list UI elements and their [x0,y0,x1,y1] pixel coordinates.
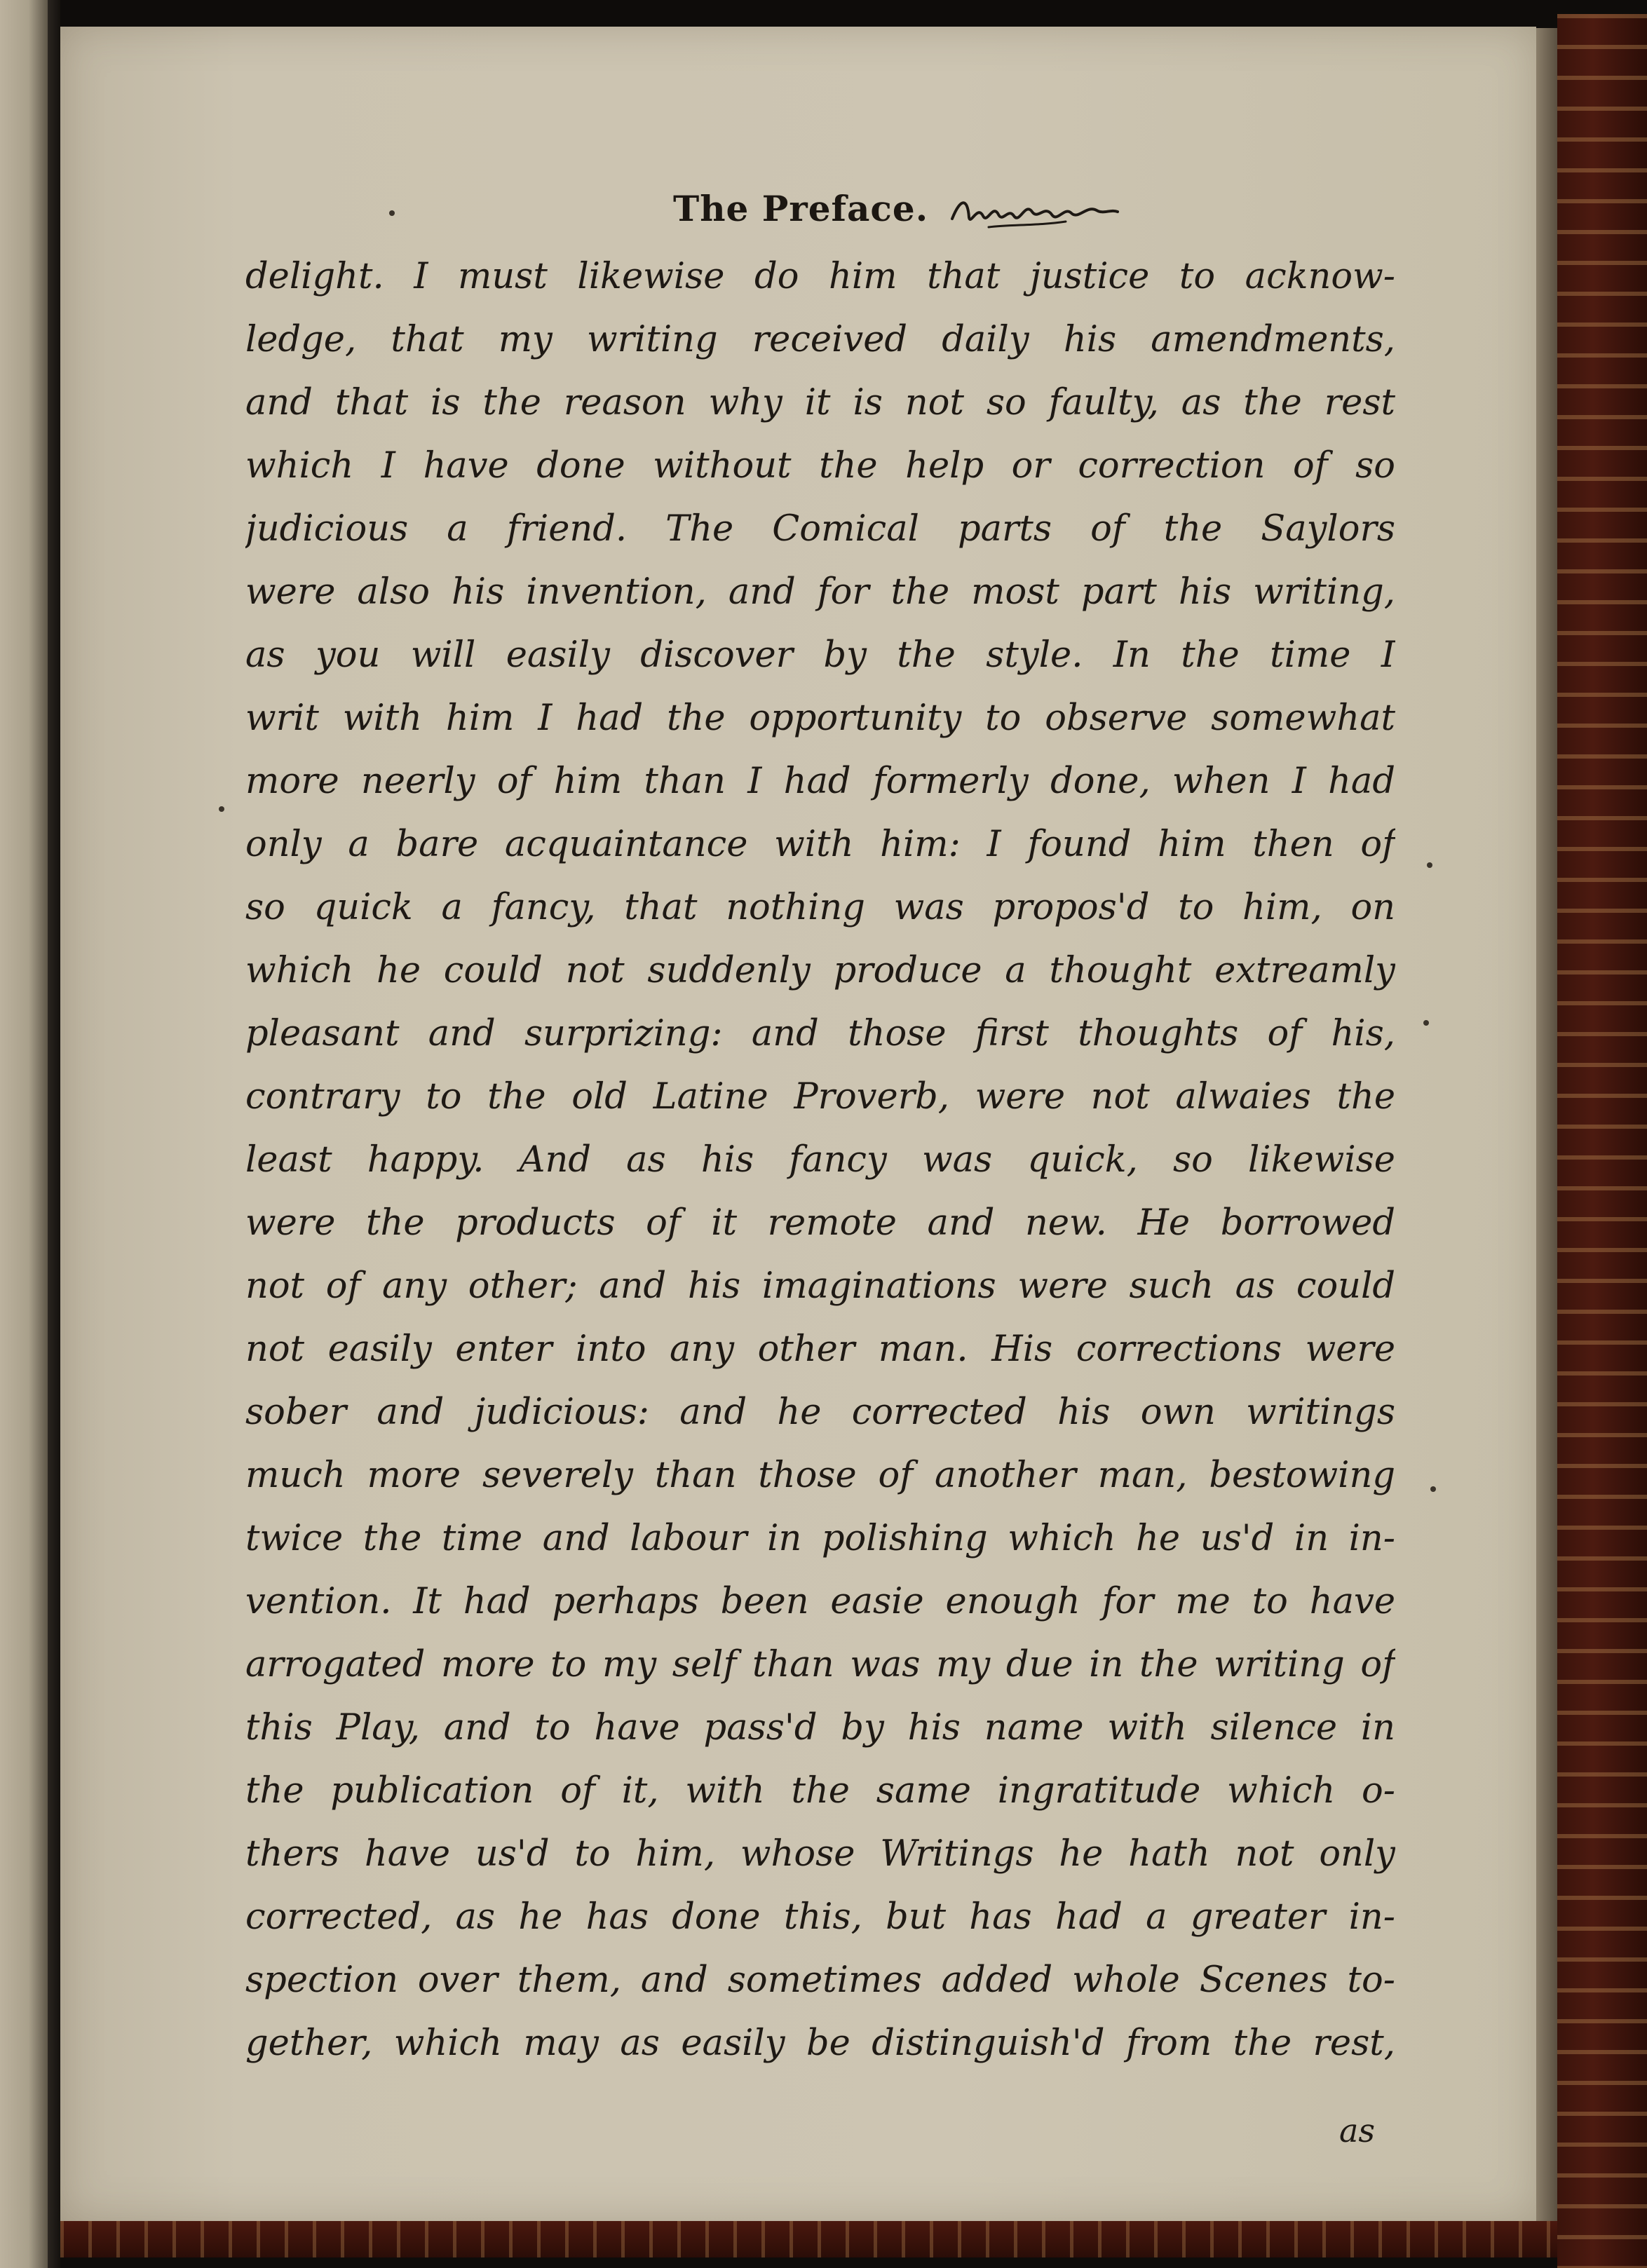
text-line: gether, which may as easily be distinguish'd from the rest, [245,2023,1395,2064]
page-fore-edge [1536,28,1557,2222]
text-line: least happy. And as his fancy was quick, so likewise [245,1139,1395,1181]
leather-binding [1557,14,1647,2268]
text-line: ledge, that my writing received daily his amendments, [245,319,1395,360]
text-line: were also his invention, and for the most part his writing, [245,571,1395,613]
text-line: contrary to the old Latine Proverb, were not alwaies the [245,1076,1395,1118]
text-line: pleasant and surprizing: and those first thoughts of his, [245,1013,1395,1054]
book-gutter [48,0,60,2268]
handwritten-signature [947,184,1122,240]
ink-speck [1423,1020,1429,1026]
text-line: not easily enter into any other man. His corrections were [245,1329,1395,1370]
text-line: which he could not suddenly produce a thought extreamly [245,950,1395,991]
ink-speck [389,210,395,216]
text-line: as you will easily discover by the style. In the time I [245,634,1395,676]
text-line: and that is the reason why it is not so faulty, as the rest [245,382,1395,423]
text-line: sober and judicious: and he corrected his own writings [245,1392,1395,1433]
preface-text [245,245,1395,2075]
text-line: writ with him I had the opportunity to observe somewhat [245,698,1395,739]
left-page-edge [0,0,48,2268]
text-line: thers have us'd to him, whose Writings he hath not only [245,1833,1395,1875]
running-header: The Preface. [673,188,929,229]
text-line: only a bare acquaintance with him: I found him then of [245,824,1395,865]
text-line: this Play, and to have pass'd by his name with silence in [245,1707,1395,1748]
text-line: not of any other; and his imaginations were such as could [245,1265,1395,1307]
text-line: twice the time and labour in polishing which he us'd in in- [245,1518,1395,1559]
text-line: corrected, as he has done this, but has had a greater in- [245,1896,1395,1938]
binding-bottom-edge [60,2221,1557,2257]
text-line: arrogated more to my self than was my due in the writing of [245,1644,1395,1685]
text-line: the publication of it, with the same ingratitude which o- [245,1770,1395,1812]
ink-speck [1427,862,1432,868]
catchword: as [1339,2112,1376,2150]
ink-speck [1430,1486,1436,1492]
text-line: so quick a fancy, that nothing was propos'd to him, on [245,887,1395,928]
text-line: more neerly of him than I had formerly done, when I had [245,761,1395,802]
text-line: spection over them, and sometimes added whole Scenes to- [245,1960,1395,2001]
text-line: judicious a friend. The Comical parts of the Saylors [245,508,1395,550]
text-line: much more severely than those of another man, bestowing [245,1455,1395,1496]
text-line: were the products of it remote and new. He borrowed [245,1202,1395,1244]
text-line: vention. It had perhaps been easie enough for me to have [245,1581,1395,1622]
text-line: which I have done without the help or correction of so [245,445,1395,487]
ink-speck [219,806,224,812]
text-line: delight. I must likewise do him that justice to acknow- [245,256,1395,297]
